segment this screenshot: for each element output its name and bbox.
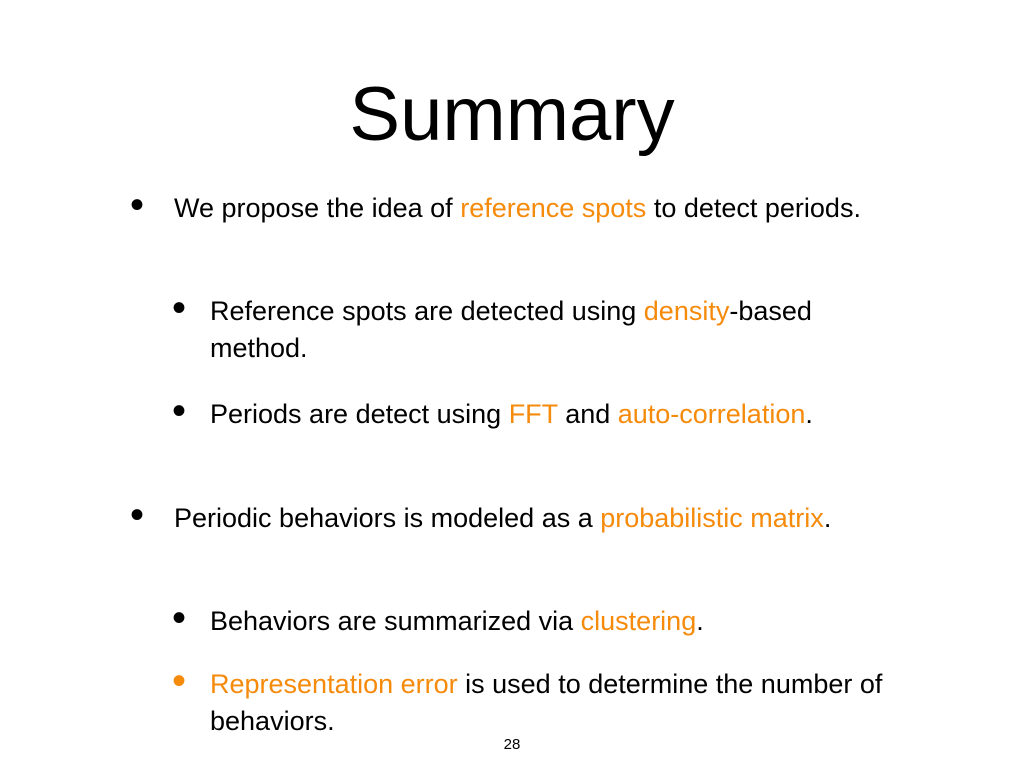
highlighted-term: auto-correlation xyxy=(617,399,806,429)
bullet-text xyxy=(174,190,904,227)
text-segment: Behaviors are summarized via xyxy=(210,606,581,636)
highlighted-term: reference spots xyxy=(460,193,647,223)
bullet-text xyxy=(210,293,890,367)
text-segment: . xyxy=(823,503,832,533)
bullet-marker: • xyxy=(130,183,145,227)
text-segment: . xyxy=(805,399,813,429)
bullet-text xyxy=(174,500,904,537)
highlighted-term: density xyxy=(643,296,730,326)
bullet-marker: • xyxy=(172,596,187,640)
highlighted-term: probabilistic matrix xyxy=(600,503,824,533)
text-segment: Periodic behaviors is modeled as a xyxy=(174,503,601,533)
bullet-marker: • xyxy=(130,493,145,537)
text-segment: Reference spots are detected using xyxy=(210,296,644,326)
highlighted-term: Representation error xyxy=(210,669,458,699)
text-segment: . xyxy=(696,606,704,636)
highlighted-term: FFT xyxy=(508,399,558,429)
bullet-text xyxy=(210,396,890,433)
bullet-marker: • xyxy=(172,659,187,703)
page-number: 28 xyxy=(503,736,521,753)
text-segment: We propose the idea of xyxy=(174,193,461,223)
text-segment: to detect periods. xyxy=(646,193,861,223)
highlighted-term: clustering xyxy=(580,606,697,636)
bullet-text xyxy=(210,603,890,640)
text-segment: -based method. xyxy=(210,296,812,363)
text-segment: is used to determine the number of behaviors. xyxy=(210,669,883,736)
text-segment: and xyxy=(557,399,618,429)
slide-title: Summary xyxy=(349,72,675,157)
text-segment: Periods are detect using xyxy=(210,399,509,429)
bullet-marker: • xyxy=(172,286,187,330)
bullet-text xyxy=(210,666,890,740)
bullet-marker: • xyxy=(172,389,187,433)
